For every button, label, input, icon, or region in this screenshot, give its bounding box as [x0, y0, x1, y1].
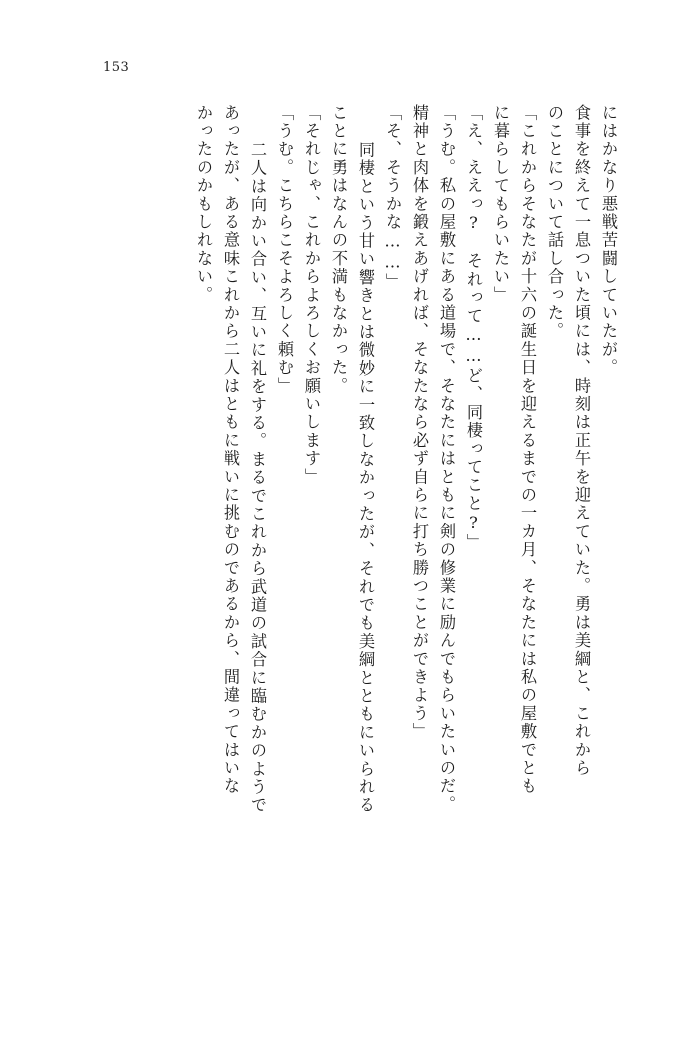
text-line: 「え、ええっ? それって……ど、同棲ってこと?」: [464, 104, 483, 552]
text-line: に暮らしてもらいたい」: [491, 104, 510, 305]
text-line: 「そ、そうかな……」: [383, 104, 402, 292]
text-line: 「これからそなたが十六の誕生日を迎えるまでの一カ月、そなたには私の屋敷でとも: [518, 104, 537, 796]
text-line: にはかなり悪戦苦闘していたが。: [599, 104, 618, 377]
body-text-block: [96, 104, 616, 984]
text-line: 「うむ。私の屋敷にある道場で、そなたにはともに剣の修業に励んでもらいたいのだ。: [437, 104, 456, 814]
text-line: かったのかもしれない。: [194, 104, 213, 305]
text-line: 同棲という甘い響きとは微妙に一致しなかったが、それでも美綱とともにいられる: [356, 123, 375, 815]
text-line: 二人は向かい合い、互いに礼をする。まるでこれから武道の試合に臨むかのようで: [248, 123, 267, 815]
text-line: 精神と肉体を鍛えあげれば、そなたなら必ず自らに打ち勝つことができよう」: [410, 104, 429, 741]
text-line: 「それじゃ、これからよろしくお願いします」: [302, 104, 321, 487]
text-line: 食事を終えて一息ついた頃には、時刻は正午を迎えていた。勇は美綱と、これから: [572, 104, 591, 778]
text-line: あったが、ある意味これから二人はともに戦いに挑むのであるから、間違ってはいな: [221, 104, 240, 796]
text-line: ことに勇はなんの不満もなかった。: [329, 104, 348, 396]
page-number: 153: [103, 60, 130, 75]
text-line: 「うむ。こちらこそよろしく頼む」: [275, 104, 294, 396]
text-line: のことについて話し合った。: [545, 104, 564, 341]
